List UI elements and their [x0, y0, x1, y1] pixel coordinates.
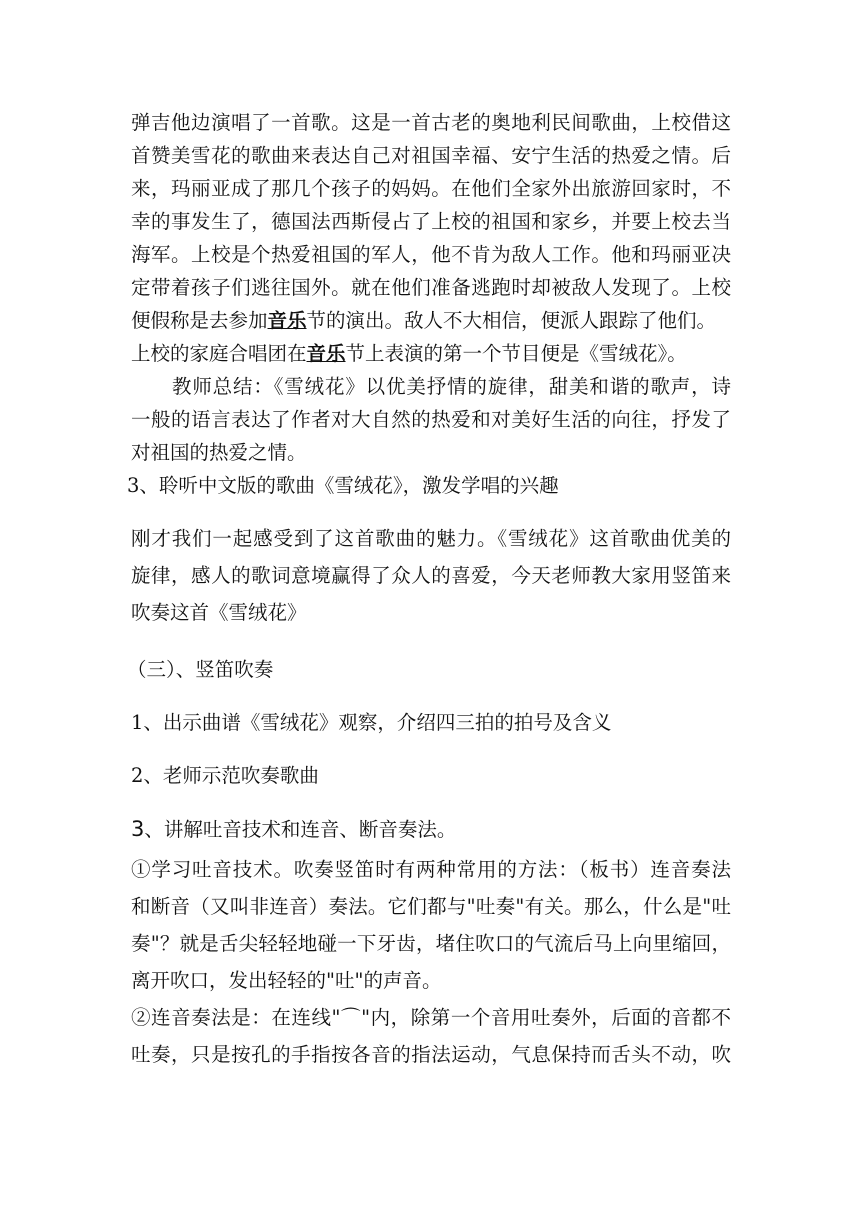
paragraph-line: 教师总结：《雪绒花》以优美抒情的旋律，甜美和谐的歌声，诗	[172, 375, 731, 398]
paragraph-line: 弹吉他边演唱了一首歌。这是一首古老的奥地利民间歌曲，上校借这	[131, 111, 731, 134]
paragraph-line: 离开吹口，发出轻轻的"吐"的声音。	[131, 969, 442, 992]
paragraph-line: 一般的语言表达了作者对大自然的热爱和对美好生活的向往，抒发了	[131, 408, 731, 431]
text-span: 便假称是去参加	[131, 309, 268, 332]
paragraph-line: 刚才我们一起感受到了这首歌曲的魅力。《雪绒花》这首歌曲优美的	[131, 527, 731, 550]
paragraph-line: ②连音奏法是：在连线"⌒"内，除第一个音用吐奏外，后面的音都不	[131, 1006, 731, 1029]
paragraph-line: 来，玛丽亚成了那几个孩子的妈妈。在他们全家外出旅游回家时，不	[131, 177, 731, 200]
step-number: 3	[131, 817, 145, 841]
paragraph-line: 对祖国的热爱之情。	[131, 441, 307, 464]
step-item: 1、出示曲谱《雪绒花》观察，介绍四三拍的拍号及含义	[131, 711, 612, 734]
step-item	[131, 816, 456, 843]
text-span: 上校的家庭合唱团在	[131, 342, 307, 365]
paragraph-line: 旋律，感人的歌词意境赢得了众人的喜爱，今天老师教大家用竖笛来	[131, 564, 731, 587]
paragraph-line	[131, 341, 687, 367]
text-span: 节上表演的第一个节目便是《雪绒花》。	[345, 342, 687, 365]
section-heading: 3、聆听中文版的歌曲《雪绒花》，激发学唱的兴趣	[127, 474, 559, 497]
paragraph-line	[131, 308, 716, 334]
step-text: 、讲解吐音技术和连音、断音奏法。	[144, 818, 457, 841]
paragraph-line: ①学习吐音技术。吹奏竖笛时有两种常用的方法：（板书）连音奏法	[131, 858, 731, 881]
music-link[interactable]: 音乐	[306, 342, 346, 365]
paragraph-line: 定带着孩子们逃往国外。就在他们准备逃跑时却被敌人发现了。上校	[131, 276, 731, 299]
music-link[interactable]: 音乐	[267, 309, 307, 332]
paragraph-line: 和断音（又叫非连音）奏法。它们都与"吐奏"有关。那么，什么是"吐	[131, 895, 731, 918]
paragraph-line: 首赞美雪花的歌曲来表达自己对祖国幸福、安宁生活的热爱之情。后	[131, 144, 731, 167]
paragraph-line: 吐奏，只是按孔的手指按各音的指法运动，气息保持而舌头不动，吹	[131, 1043, 731, 1066]
paragraph-line: 幸的事发生了，德国法西斯侵占了上校的祖国和家乡，并要上校去当	[131, 210, 731, 233]
text-span: 节的演出。敌人不大相信，便派人跟踪了他们。	[306, 309, 717, 332]
paragraph-line: 吹奏这首《雪绒花》	[131, 601, 307, 624]
step-item: 2、老师示范吹奏歌曲	[131, 764, 319, 787]
paragraph-line: 奏"？就是舌尖轻轻地碰一下牙齿，堵住吹口的气流后马上向里缩回，	[131, 932, 731, 955]
paragraph-line: 海军。上校是个热爱祖国的军人，他不肯为敌人工作。他和玛丽亚决	[131, 243, 731, 266]
part-heading: （三）、竖笛吹奏	[127, 658, 274, 681]
